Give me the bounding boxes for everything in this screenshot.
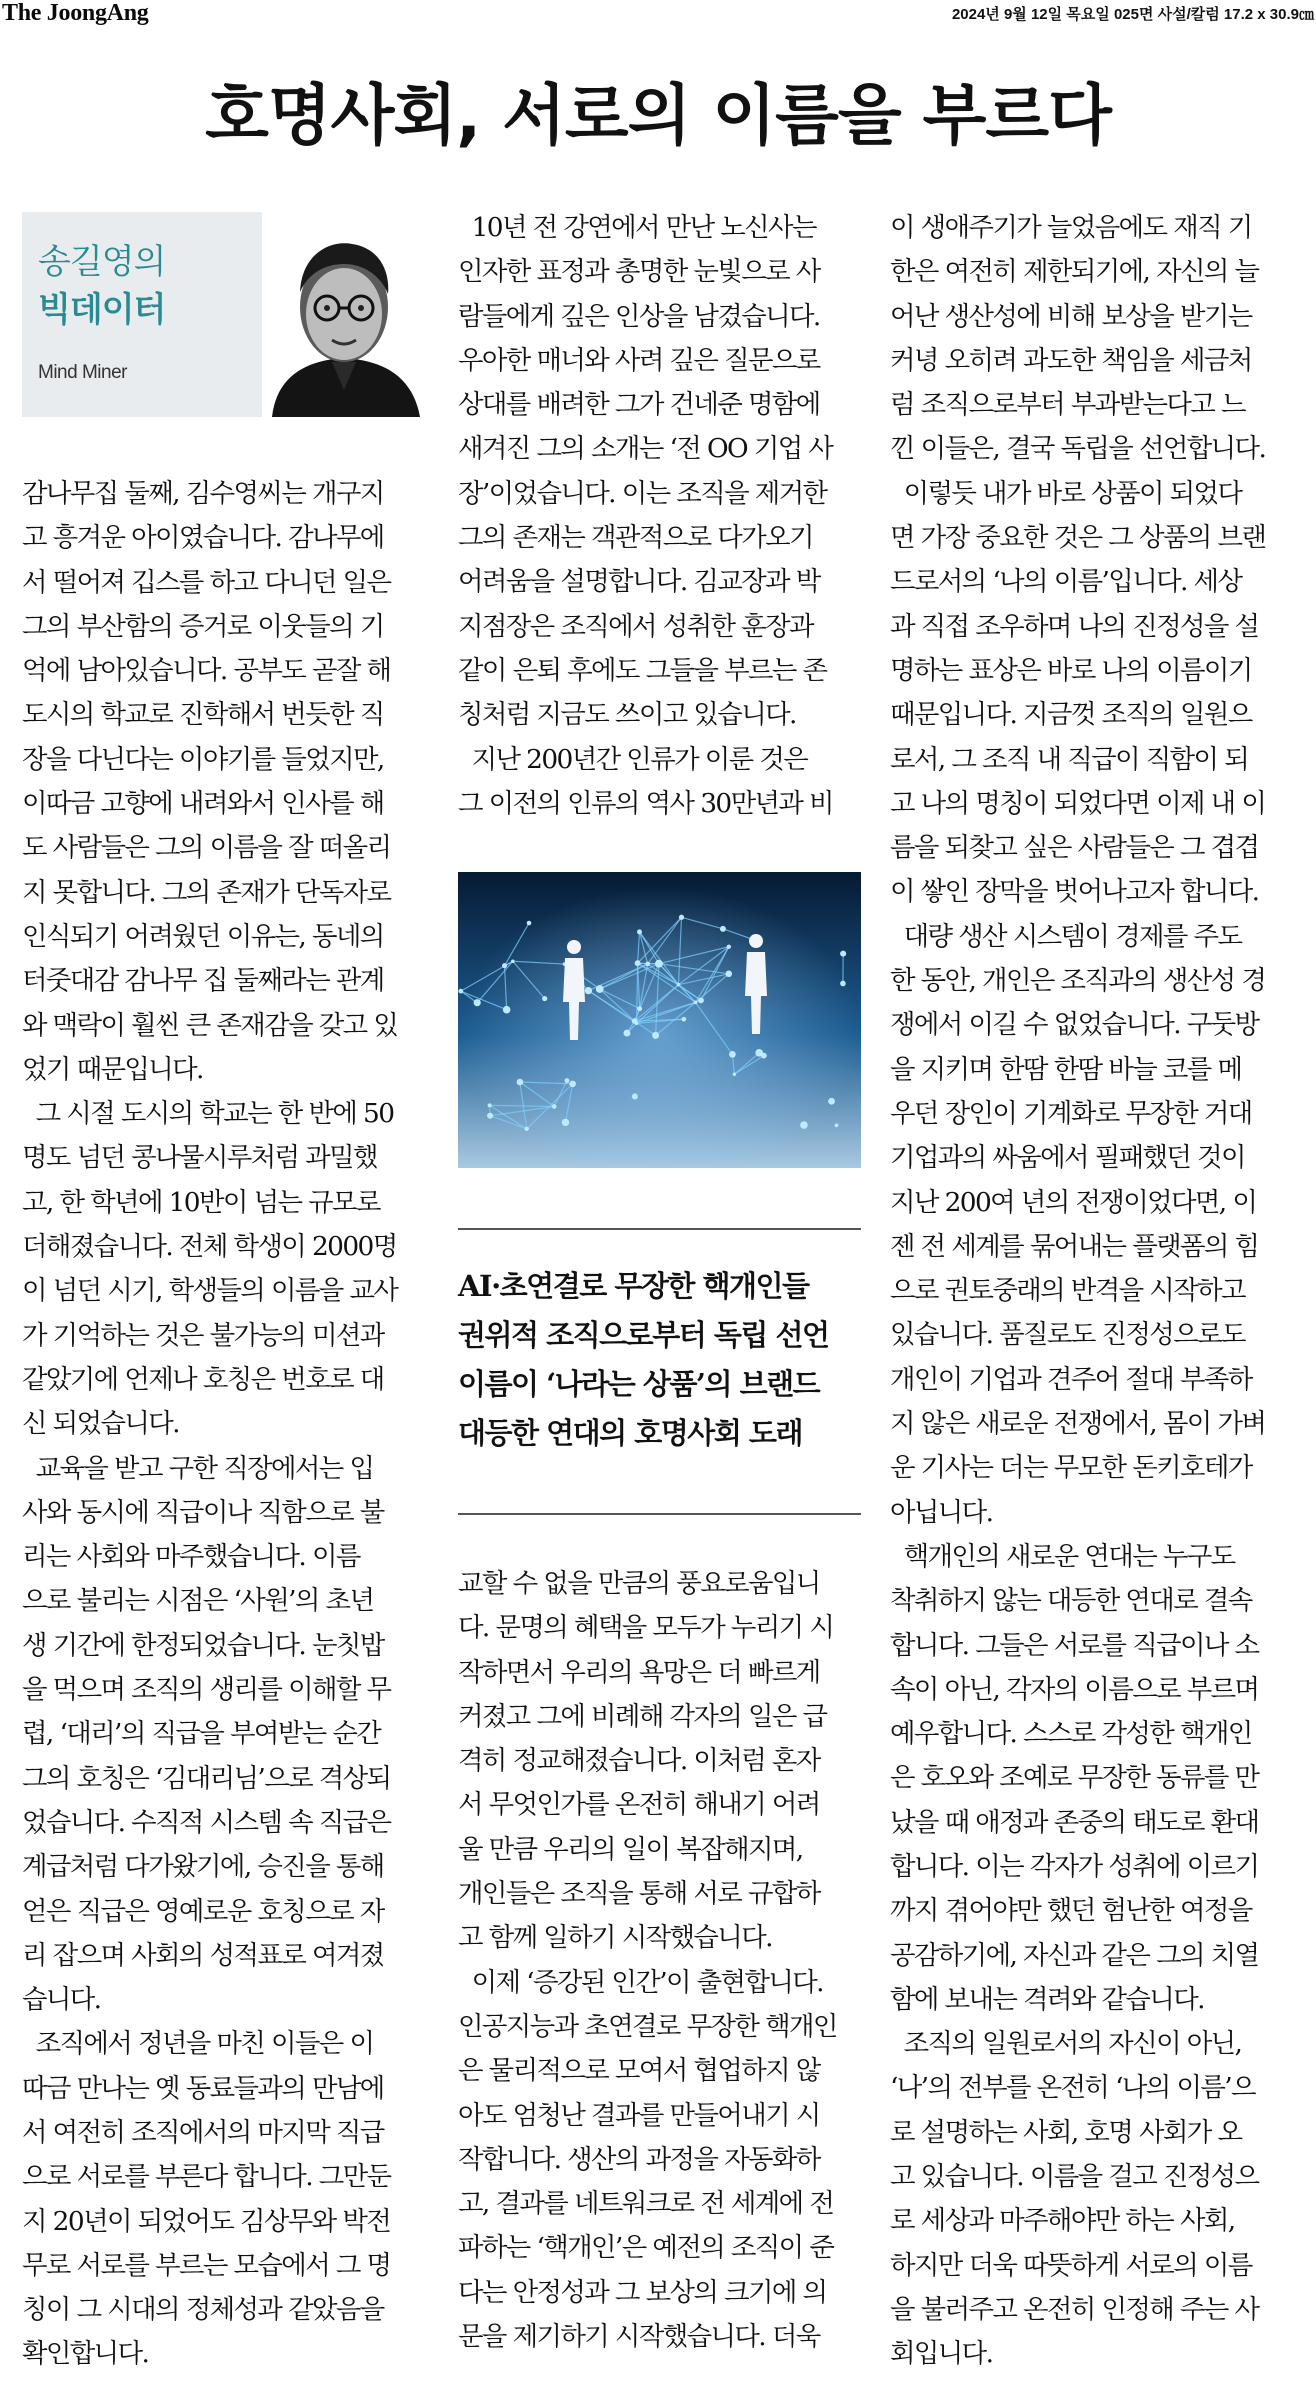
column-author-box (22, 212, 427, 417)
text-line: 하지만 더욱 따뜻하게 서로의 이름 (890, 2249, 1252, 2281)
text-line: 문을 제기하기 시작했습니다. 더욱 (458, 2321, 820, 2353)
author-portrait-icon (262, 212, 427, 417)
text-line: 었기 때문입니다. (22, 1053, 203, 1085)
text-line: 을 불러주고 온전히 인정해 주는 사 (890, 2293, 1259, 2325)
text-line: 쟁에서 이길 수 없었습니다. 구둣방 (890, 1009, 1259, 1041)
text-line: 공감하기에, 자신과 같은 그의 치열 (890, 1939, 1259, 1971)
text-line: 인자한 표정과 총명한 눈빛으로 사 (458, 256, 820, 288)
text-line: 때문입니다. 지금껏 조직의 일원으 (890, 699, 1252, 731)
text-line: 람들에게 깊은 인상을 남겼습니다. (458, 300, 820, 332)
text-line: 으로 불리는 시점은 ‘사원’의 초년 (22, 1585, 374, 1617)
text-line: 명도 넘던 콩나물시루처럼 과밀했 (22, 1142, 377, 1174)
text-line: AI·초연결로 무장한 핵개인들 (458, 1269, 809, 1303)
text-line: 칭처럼 지금도 쓰이고 있습니다. (458, 699, 796, 731)
text-line: 우아한 매너와 사려 깊은 질문으로 (458, 344, 820, 376)
text-line: 감나무집 둘째, 김수영씨는 개구지 (22, 478, 384, 509)
text-line: 가 기억하는 것은 불가능의 미션과 (22, 1319, 384, 1351)
text-line: 고 있습니다. 이름을 걸고 진정성으 (890, 2161, 1259, 2193)
text-line: 인공지능과 초연결로 무장한 핵개인 (458, 2010, 837, 2042)
text-line: 같았기에 언제나 호칭은 번호로 대 (22, 1363, 384, 1395)
text-line: 와 맥락이 훨씬 큰 존재감을 갖고 있 (22, 1009, 398, 1041)
text-line: 장을 다닌다는 이야기를 들었지만, (22, 743, 384, 775)
text-line: 합니다. 그들은 서로를 직급이나 소 (890, 1629, 1259, 1661)
text-line: 격히 정교해졌습니다. 이처럼 혼자 (458, 1745, 820, 1777)
article-column-2-bottom (458, 1562, 863, 2359)
text-line: ‘나’의 전부를 온전히 ‘나의 이름’으 (890, 2072, 1255, 2104)
text-line: 이렇듯 내가 바로 상품이 되었다 (890, 477, 1242, 509)
text-line: 작합니다. 생산의 과정을 자동화하 (458, 2143, 820, 2175)
text-line: 착취하지 않는 대등한 연대로 결속 (890, 1585, 1252, 1617)
text-line: 서 떨어져 깁스를 하고 다니던 일은 (22, 566, 391, 598)
text-line: 그의 부산함의 증거로 이웃들의 기 (22, 610, 384, 642)
text-line: 지난 200년간 인류가 이룬 것은 (458, 743, 808, 775)
text-line: 교할 수 없을 만큼의 풍요로움입니 (458, 1568, 820, 1599)
text-line: 권위적 조직으로부터 독립 선언 (458, 1318, 829, 1352)
text-line: 도시의 학교로 진학해서 번듯한 직 (22, 699, 384, 731)
text-line: 은 호오와 조예로 무장한 동류를 만 (890, 1762, 1259, 1794)
article-column-1 (22, 472, 432, 2377)
text-line: 한은 여전히 제한되기에, 자신의 늘 (890, 256, 1259, 288)
pullquote-bottom-rule (458, 1513, 861, 1515)
article-column-2-top (458, 206, 863, 826)
text-line: 은 물리적으로 모여서 협업하지 않 (458, 2055, 820, 2087)
text-line: 났을 때 애정과 존중의 태도로 환대 (890, 1806, 1259, 1838)
text-line: 로서, 그 조직 내 직급이 직함이 되 (890, 743, 1249, 775)
text-line: 새겨진 그의 소개는 ‘전 OO 기업 사 (458, 433, 833, 465)
text-line: 명하는 표상은 바로 나의 이름이기 (890, 654, 1252, 686)
text-line: 우던 장인이 기계화로 무장한 거대 (890, 1097, 1252, 1129)
text-line: 사와 동시에 직급이나 직함으로 불 (22, 1496, 384, 1528)
text-line: 고, 한 학년에 10반이 넘는 규모로 (22, 1186, 380, 1218)
text-line: 그의 호칭은 ‘김대리님’으로 격상되 (22, 1762, 391, 1794)
text-line: 터줏대감 감나무 집 둘째라는 관계 (22, 965, 384, 997)
text-line: 교육을 받고 구한 직장에서는 입 (22, 1452, 374, 1484)
text-line: 더해졌습니다. 전체 학생이 2000명 (22, 1231, 397, 1263)
text-line: 커녕 오히려 과도한 책임을 세금처 (890, 344, 1252, 376)
text-line: 파하는 ‘핵개인’은 예전의 조직이 준 (458, 2232, 834, 2264)
text-line: 같이 은퇴 후에도 그들을 부르는 존 (458, 654, 827, 686)
dateline: 2024년 9월 12일 목요일 025면 사설/칼럼 17.2 x 30.9㎝ (951, 6, 1314, 23)
text-line: 그의 존재는 객관적으로 다가오기 (458, 522, 813, 554)
text-line: 커졌고 그에 비례해 각자의 일은 급 (458, 1700, 827, 1732)
headline: 호명사회, 서로의 이름을 부르다 (205, 77, 1111, 154)
text-line: 따금 만나는 옛 동료들과의 만남에 (22, 2072, 384, 2104)
text-line: 개인들은 조직을 통해 서로 규합하 (458, 1878, 820, 1910)
text-line: 습니다. (22, 1984, 101, 2016)
text-line: 조직에서 정년을 마친 이들은 이 (22, 2028, 374, 2060)
text-line: 낀 이들은, 결국 독립을 선언합니다. (890, 433, 1266, 465)
text-line: 고 함께 일하기 시작했습니다. (458, 1922, 772, 1954)
text-line: 리 잡으며 사회의 성적표로 여겨졌 (22, 1939, 384, 1971)
network-figures-illustration-icon (458, 872, 861, 1168)
masthead (0, 0, 1316, 28)
author-name: 송길영의 (38, 242, 166, 282)
text-line: 이 생애주기가 늘었음에도 재직 기 (890, 212, 1252, 243)
text-line: 과 직접 조우하며 나의 진정성을 설 (890, 610, 1259, 642)
text-line: 장’이었습니다. 이는 조직을 제거한 (458, 477, 827, 509)
text-line: 억에 남아있습니다. 공부도 곧잘 해 (22, 655, 391, 687)
text-line: 지 20년이 되었어도 김상무와 박전 (22, 2205, 391, 2237)
text-line: 어려움을 설명합니다. 김교장과 박 (458, 566, 820, 598)
text-line: 서 무엇인가를 온전히 해내기 어려 (458, 1789, 820, 1821)
text-line: 속이 아닌, 각자의 이름으로 부르며 (890, 1673, 1259, 1705)
text-line: 함에 보내는 격려와 같습니다. (890, 1983, 1204, 2015)
text-line: 울 만큼 우리의 일이 복잡해지며, (458, 1833, 803, 1865)
pullquote (458, 1262, 868, 1458)
text-line: 드로서의 ‘나의 이름’입니다. 세상 (890, 566, 1242, 598)
text-line: 10년 전 강연에서 만난 노신사는 (458, 212, 816, 243)
text-line: 예우합니다. 스스로 각성한 핵개인 (890, 1718, 1252, 1750)
text-line: 있습니다. 품질로도 진정성으로도 (890, 1319, 1245, 1351)
text-line: 얻은 직급은 영예로운 호칭으로 자 (22, 1895, 384, 1927)
text-line: 작하면서 우리의 욕망은 더 빠르게 (458, 1656, 820, 1688)
text-line: 이따금 고향에 내려와서 인사를 해 (22, 788, 384, 820)
text-line: 지 못합니다. 그의 존재가 단독자로 (22, 876, 391, 908)
text-line: 으로 권토중래의 반격을 시작하고 (890, 1275, 1245, 1307)
text-line: 럼 조직으로부터 부과받는다고 느 (890, 389, 1245, 421)
text-line: 렵, ‘대리’의 직급을 부여받는 순간 (22, 1718, 381, 1750)
text-line: 운 기사는 더는 무모한 돈키호테가 (890, 1452, 1252, 1484)
text-line: 상대를 배려한 그가 건네준 명함에 (458, 389, 820, 421)
text-line: 확인합니다. (22, 2338, 149, 2370)
text-line: 이제 ‘증강된 인간’이 출현합니다. (458, 1966, 823, 1998)
text-line: 도 사람들은 그의 이름을 잘 떠올리 (22, 832, 391, 864)
column-title: 빅데이터 (38, 290, 166, 330)
text-line: 까지 겪어야만 했던 험난한 여정을 (890, 1895, 1252, 1927)
text-line: 인식되기 어려웠던 이유는, 동네의 (22, 920, 384, 952)
pullquote-top-rule (458, 1228, 861, 1230)
article-column-3 (890, 206, 1300, 2377)
text-line: 아도 엄청난 결과를 만들어내기 시 (458, 2099, 820, 2131)
text-line: 젠 전 세계를 묶어내는 플랫폼의 힘 (890, 1230, 1259, 1262)
text-line: 이 쌓인 장막을 벗어나고자 합니다. (890, 876, 1259, 908)
text-line: 개인이 기업과 견주어 절대 부족하 (890, 1363, 1252, 1395)
text-line: 지 않은 새로운 전쟁에서, 몸이 가벼 (890, 1408, 1266, 1440)
text-line: 을 먹으며 조직의 생리를 이해할 무 (22, 1674, 391, 1706)
text-line: 아닙니다. (890, 1496, 993, 1528)
text-line: 고, 결과를 네트워크로 전 세계에 전 (458, 2188, 834, 2220)
text-line: 다. 문명의 혜택을 모두가 누리기 시 (458, 1612, 834, 1644)
text-line: 이름이 ‘나라는 상품’의 브랜드 (458, 1367, 820, 1401)
text-line: 지점장은 조직에서 성취한 훈장과 (458, 610, 813, 642)
text-line: 회입니다. (890, 2338, 993, 2370)
text-line: 서 여전히 조직에서의 마지막 직급 (22, 2116, 384, 2148)
text-line: 조직의 일원로서의 자신이 아닌, (890, 2028, 1242, 2060)
newspaper-logo: The JoongAng (2, 0, 149, 26)
text-line: 리는 사회와 마주했습니다. 이름 (22, 1541, 360, 1573)
text-line: 다는 안정성과 그 보상의 크기에 의 (458, 2276, 827, 2308)
text-line: 으로 서로를 부른다 합니다. 그만둔 (22, 2161, 391, 2193)
text-line: 고 흥겨운 아이였습니다. 감나무에 (22, 522, 384, 554)
text-line: 기업과의 싸움에서 필패했던 것이 (890, 1142, 1245, 1174)
text-line: 지난 200여 년의 전쟁이었다면, 이 (890, 1186, 1257, 1218)
text-line: 었습니다. 수직적 시스템 속 직급은 (22, 1806, 391, 1838)
text-line: 로 설명하는 사회, 호명 사회가 오 (890, 2116, 1242, 2148)
text-line: 합니다. 이는 각자가 성취에 이르기 (890, 1850, 1259, 1882)
text-line: 생 기간에 한정되었습니다. 눈칫밥 (22, 1629, 384, 1661)
text-line: 면 가장 중요한 것은 그 상품의 브랜 (890, 522, 1266, 554)
text-line: 칭이 그 시대의 정체성과 같았음을 (22, 2294, 384, 2326)
text-line: 로 세상과 마주해야만 하는 사회, (890, 2205, 1235, 2237)
text-line: 름을 되찾고 싶은 사람들은 그 겹겹 (890, 832, 1259, 864)
author-subtitle: Mind Miner (38, 362, 127, 383)
text-line: 대량 생산 시스템이 경제를 주도 (890, 920, 1242, 952)
text-line: 고 나의 명칭이 되었다면 이제 내 이 (890, 787, 1266, 819)
text-line: 무로 서로를 부르는 모습에서 그 명 (22, 2249, 391, 2281)
text-line: 그 이전의 인류의 역사 30만년과 비 (458, 787, 833, 819)
text-line: 계급처럼 다가왔기에, 승진을 통해 (22, 1851, 384, 1883)
text-line: 대등한 연대의 호명사회 도래 (458, 1416, 802, 1450)
text-line: 을 지키며 한땀 한땀 바늘 코를 메 (890, 1053, 1242, 1085)
text-line: 어난 생산성에 비해 보상을 받기는 (890, 300, 1252, 332)
text-line: 신 되었습니다. (22, 1408, 179, 1440)
text-line: 그 시절 도시의 학교는 한 반에 50 (22, 1098, 394, 1130)
text-line: 한 동안, 개인은 조직과의 생산성 경 (890, 965, 1266, 997)
text-line: 이 넘던 시기, 학생들의 이름을 교사 (22, 1275, 398, 1307)
text-line: 핵개인의 새로운 연대는 누구도 (890, 1540, 1235, 1572)
